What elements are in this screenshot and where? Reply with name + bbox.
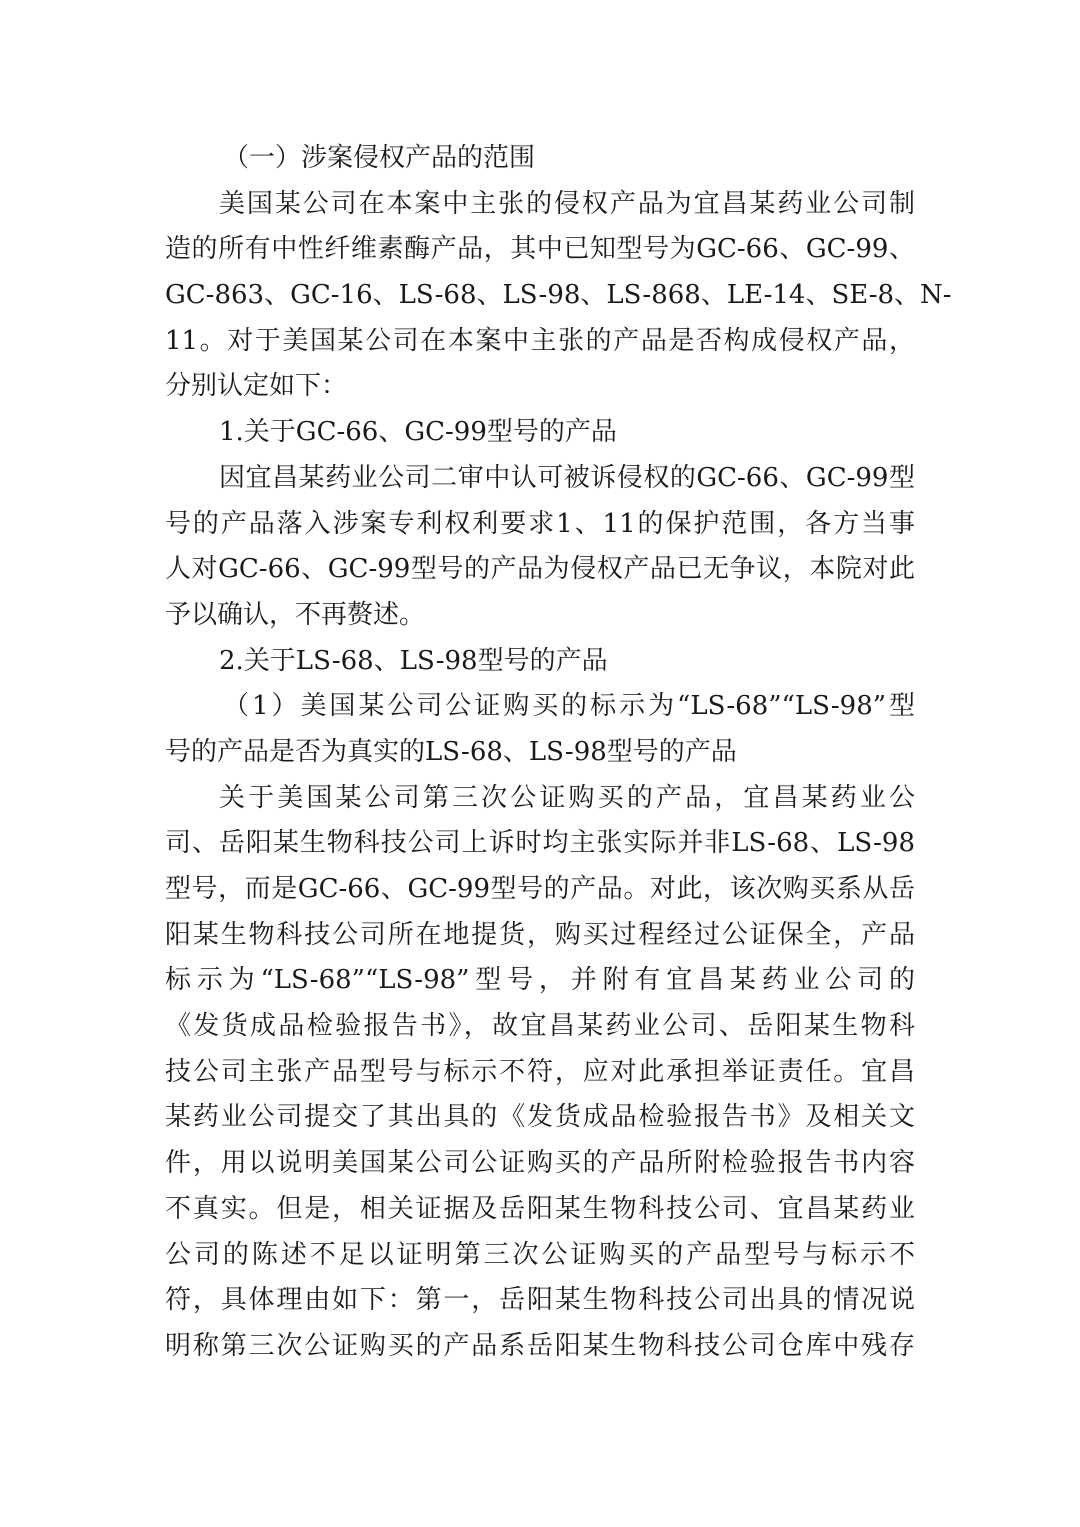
paragraph-line: 明称第三次公证购买的产品系岳阳某生物科技公司仓库中残存 (165, 1330, 915, 1361)
paragraph-line: 型号，而是GC-66、GC-99型号的产品。对此，该次购买系从岳 (165, 874, 915, 904)
paragraph-line: 符，具体理由如下：第一，岳阳某生物科技公司出具的情况说 (165, 1285, 915, 1316)
paragraph-line: 公司的陈述不足以证明第三次公证购买的产品型号与标示不 (165, 1239, 915, 1270)
paragraph-line: 因宜昌某药业公司二审中认可被诉侵权的GC-66、GC-99型 (219, 462, 915, 493)
paragraph-line: 阳某生物科技公司所在地提货，购买过程经过公证保全，产品 (165, 919, 915, 950)
paragraph-line: 关于美国某公司第三次公证购买的产品，宜昌某药业公 (219, 782, 915, 813)
paragraph-line: 人对GC-66、GC-99型号的产品为侵权产品已无争议，本院对此 (165, 554, 915, 585)
section-heading: （一）涉案侵权产品的范围 (223, 143, 536, 173)
document-body (165, 136, 952, 1370)
paragraph-line: 造的所有中性纤维素酶产品，其中已知型号为GC-66、GC-99、 (165, 234, 915, 265)
paragraph-line: GC-863、GC-16、LS-68、LS-98、LS-868、LE-14、SE-8、N- (165, 280, 952, 311)
paragraph-line: 号的产品落入涉案专利权利要求1、11的保护范围，各方当事 (165, 508, 915, 539)
subsection-heading: 1.关于GC-66、GC-99型号的产品 (219, 417, 617, 448)
paragraph-line: 美国某公司在本案中主张的侵权产品为宜昌某药业公司制 (219, 188, 915, 219)
paragraph-line: 标示为“LS-68”“LS-98”型号，并附有宜昌某药业公司的 (165, 965, 915, 996)
paragraph-line: 技公司主张产品型号与标示不符，应对此承担举证责任。宜昌 (165, 1056, 915, 1087)
paragraph-line: 分别认定如下： (165, 371, 348, 402)
paragraph-line: 不真实。但是，相关证据及岳阳某生物科技公司、宜昌某药业 (165, 1193, 915, 1224)
paragraph-line: 11。对于美国某公司在本案中主张的产品是否构成侵权产品， (165, 325, 915, 356)
subsubsection-heading: （1）美国某公司公证购买的标示为“LS-68”“LS-98”型 (223, 691, 915, 722)
subsection-heading: 2.关于LS-68、LS-98型号的产品 (219, 645, 608, 676)
paragraph-line: 《发货成品检验报告书》，故宜昌某药业公司、岳阳某生物科 (165, 1011, 915, 1042)
paragraph-line: 予以确认，不再赘述。 (165, 599, 426, 630)
paragraph-line: 件，用以说明美国某公司公证购买的产品所附检验报告书内容 (165, 1148, 915, 1179)
paragraph-line: 某药业公司提交了其出具的《发货成品检验报告书》及相关文 (165, 1102, 915, 1133)
subsubsection-heading: 号的产品是否为真实的LS-68、LS-98型号的产品 (165, 736, 737, 767)
paragraph-line: 司、岳阳某生物科技公司上诉时均主张实际并非LS-68、LS-98 (165, 828, 915, 859)
